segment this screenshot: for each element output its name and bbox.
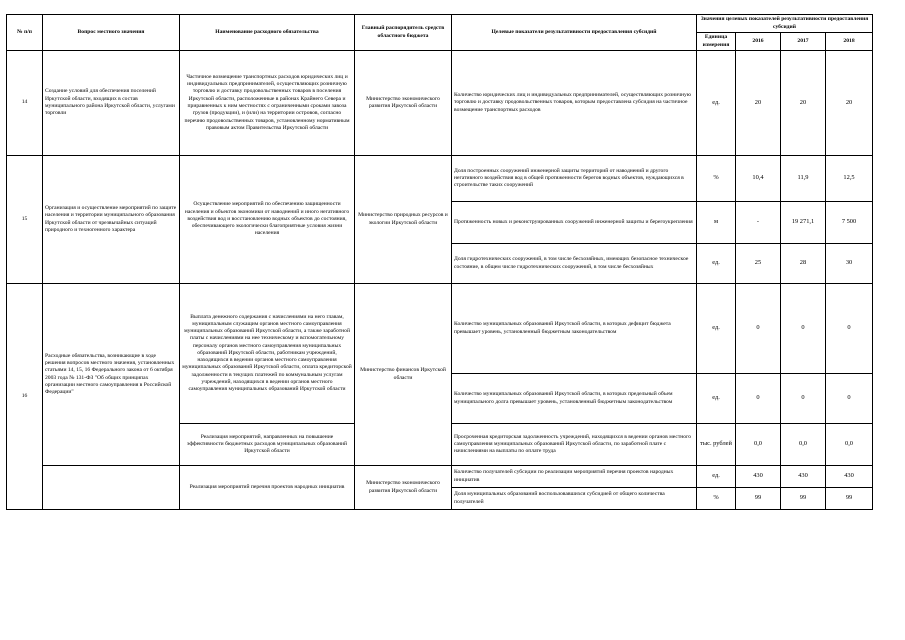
unit-cell: ед. bbox=[697, 244, 736, 284]
unit-cell: м bbox=[697, 202, 736, 244]
unit-cell: % bbox=[697, 156, 736, 202]
value-2017: 99 bbox=[781, 488, 826, 510]
value-2018: 0,0 bbox=[826, 424, 873, 466]
value-2018: 7 500 bbox=[826, 202, 873, 244]
header-issue: Вопрос местного значения bbox=[43, 15, 180, 51]
row-num: 15 bbox=[7, 156, 43, 284]
value-2017: 0 bbox=[781, 284, 826, 374]
indicator-cell: Доля муниципальных образований воспользовавшихся субсидией от общего количества получателей bbox=[452, 488, 697, 510]
value-2018: 430 bbox=[826, 466, 873, 488]
unit-cell: % bbox=[697, 488, 736, 510]
table-row bbox=[7, 284, 873, 374]
unit-cell: ед. bbox=[697, 466, 736, 488]
unit-cell: ед. bbox=[697, 284, 736, 374]
value-2018: 12,5 bbox=[826, 156, 873, 202]
value-2017: 20 bbox=[781, 51, 826, 156]
header-unit: Единица измерения bbox=[697, 33, 736, 51]
header-obligation: Наименование расходного обязательства bbox=[180, 15, 355, 51]
value-2018: 99 bbox=[826, 488, 873, 510]
row-num: 16 bbox=[7, 284, 43, 510]
issue-cell-empty bbox=[43, 466, 180, 510]
header-indicators: Целевые показатели результативности предоставления субсидий bbox=[452, 15, 697, 51]
table-row bbox=[7, 466, 873, 488]
unit-cell: тыс. рублей bbox=[697, 424, 736, 466]
value-2016: 99 bbox=[736, 488, 781, 510]
manager-cell: Министерство экономического развития Иркутской области bbox=[355, 51, 452, 156]
value-2017: 19 271,1 bbox=[781, 202, 826, 244]
header-year-2018: 2018 bbox=[826, 33, 873, 51]
indicator-cell: Просроченная кредиторская задолженность учреждений, находящихся в ведении органов местного самоуправления муниципальных образований Иркутской области, по заработной плате с начислениями на выплаты по оплате труда bbox=[452, 424, 697, 466]
value-2016: 20 bbox=[736, 51, 781, 156]
obligation-cell: Реализация мероприятий, направленных на повышение эффективности бюджетных расходов муниципальных образований Иркутской области bbox=[180, 424, 355, 466]
manager-cell: Министерство финансов Иркутской области bbox=[355, 284, 452, 466]
indicator-cell: Протяженность новых и реконструированных сооружений инженерной защиты и берегоукрепления bbox=[452, 202, 697, 244]
value-2018: 0 bbox=[826, 374, 873, 424]
value-2016: 0 bbox=[736, 284, 781, 374]
issue-cell: Организация и осуществление мероприятий по защите населения и территории муниципального образования Иркутской области от чрезвычайных ситуаций природного и техногенного характера bbox=[43, 156, 180, 284]
issue-cell: Расходные обязательства, возникающие в ходе решения вопросов местного значения, установленных статьями 14, 15, 16 Федерального закона от 6 октября 2003 года № 131-ФЗ "Об общих принципах организации местного самоуправления в Российской Федерации" bbox=[43, 284, 180, 466]
value-2016: 10,4 bbox=[736, 156, 781, 202]
value-2016: 430 bbox=[736, 466, 781, 488]
manager-cell: Министерство экономического развития Иркутской области bbox=[355, 466, 452, 510]
table-row bbox=[7, 156, 873, 202]
header-year-2017: 2017 bbox=[781, 33, 826, 51]
indicator-cell: Количество муниципальных образований Иркутской области, в которых предельный объем муниципального долга превышает уровень, установленный бюджетным законодательством bbox=[452, 374, 697, 424]
header-values-group: Значения целевых показателей результативности предоставления субсидий bbox=[697, 15, 873, 33]
indicator-cell: Количество муниципальных образований Иркутской области, в которых дефицит бюджета превышает уровень, установленный бюджетным законодательством bbox=[452, 284, 697, 374]
indicator-cell: Доля построенных сооружений инженерной защиты территорий от наводнений и другого негативного воздействия вод в общей протяженности берегов водных объектов, нуждающихся в строительстве таких сооружений bbox=[452, 156, 697, 202]
value-2017: 0,0 bbox=[781, 424, 826, 466]
indicator-cell: Доля гидротехнических сооружений, в том числе бесхозяйных, имеющих безопасное техническое состояние, в общем числе гидротехнических сооружений, в том числе бесхозяйных bbox=[452, 244, 697, 284]
value-2016: 0 bbox=[736, 374, 781, 424]
unit-cell: ед. bbox=[697, 51, 736, 156]
obligation-cell: Осуществление мероприятий по обеспечению защищенности населения и объектов экономики от наводнений и иного негативного воздействия вод и восстановлению водных объектов до состояния, обеспечивающего экологически благоприятные условия жизни населения bbox=[180, 156, 355, 284]
header-manager: Главный распорядитель средств областного бюджета bbox=[355, 15, 452, 51]
value-2016: 25 bbox=[736, 244, 781, 284]
value-2016: - bbox=[736, 202, 781, 244]
value-2017: 28 bbox=[781, 244, 826, 284]
header-year-2016: 2016 bbox=[736, 33, 781, 51]
unit-cell: ед. bbox=[697, 374, 736, 424]
value-2018: 30 bbox=[826, 244, 873, 284]
row-num: 14 bbox=[7, 51, 43, 156]
indicator-cell: Количество получателей субсидии по реализации мероприятий перечня проектов народных инициатив bbox=[452, 466, 697, 488]
value-2017: 11,9 bbox=[781, 156, 826, 202]
value-2017: 430 bbox=[781, 466, 826, 488]
value-2018: 0 bbox=[826, 284, 873, 374]
value-2017: 0 bbox=[781, 374, 826, 424]
indicator-cell: Количество юридических лиц и индивидуальных предпринимателей, осуществляющих розничную торговлю и доставку продовольственных товаров, которым предоставлена субсидия на частичное возмещение транспортных расходов bbox=[452, 51, 697, 156]
issue-cell: Создание условий для обеспечения поселений Иркутской области, входящих в состав муниципального района Иркутской области, услугами торговли bbox=[43, 51, 180, 156]
value-2018: 20 bbox=[826, 51, 873, 156]
manager-cell: Министерство природных ресурсов и экологии Иркутской области bbox=[355, 156, 452, 284]
table-row bbox=[7, 51, 873, 156]
header-num: № п/п bbox=[7, 15, 43, 51]
obligation-cell: Частичное возмещение транспортных расходов юридических лиц и индивидуальных предпринимателей, осуществляющих розничную торговлю и доставку продовольственных товаров в поселения Иркутской области, расположенные в районах Крайнего Севера и приравненных к ним местностях с ограниченными сроками завоза грузов (продукции), и (или) на территории островов, согласно перечню продовольственных товаров, установленному нормативным правовым актом Правительства Иркутской области bbox=[180, 51, 355, 156]
obligation-cell: Выплата денежного содержания с начислениями на него главам, муниципальным служащим органов местного самоуправления муниципальных образований Иркутской области, а также заработной платы с начислениями на нее техническому и вспомогательному персоналу органов местного самоуправления муниципальных образований Иркутской области, работникам учреждений, находящихся в ведении органов местного самоуправления муниципальных образований Иркутской области, оплата кредиторской задолженности в текущих платежей по коммунальным услугам учреждений, находящихся в ведении органов местного самоуправления муниципальных образований Иркутской области bbox=[180, 284, 355, 424]
indicators-table bbox=[6, 14, 873, 510]
obligation-cell: Реализация мероприятий перечня проектов народных инициатив bbox=[180, 466, 355, 510]
value-2016: 0,0 bbox=[736, 424, 781, 466]
